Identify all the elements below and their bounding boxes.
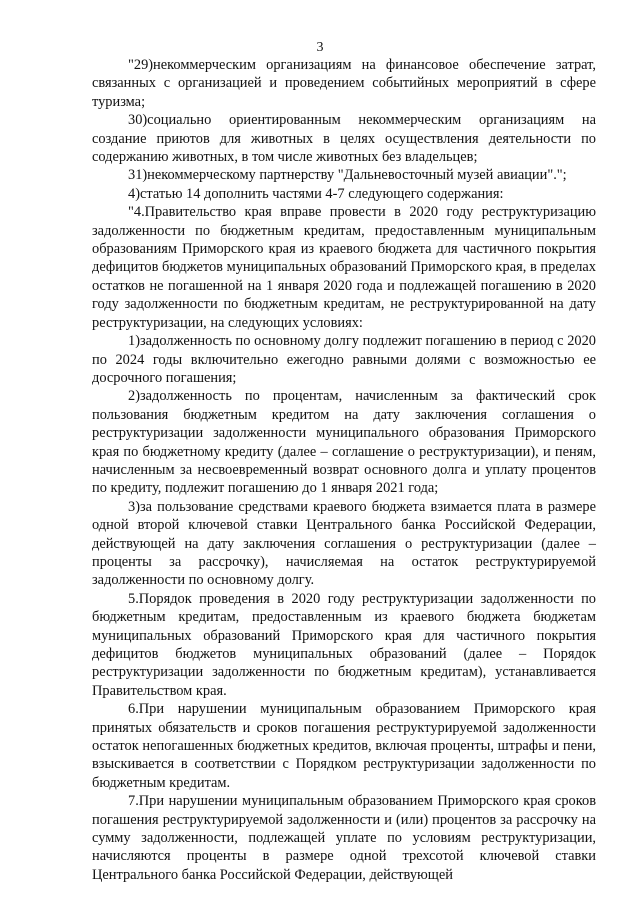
paragraph-condition-1: 1)задолженность по основному долгу подлежит погашению в период с 2020 по 2024 годы включительно ежегодно равными долями с возможностью ее досрочного погашения; bbox=[92, 333, 596, 386]
paragraph-part-5: 5.Порядок проведения в 2020 году реструктуризации задолженности по бюджетным кредитам, предоставленным из краевого бюджета бюджетам муниципальных образований Приморского края для частичного покрытия дефицитов бюджетов муниципальных образований (далее – Порядок реструктуризации задолженности по бюджетным кредитам), устанавливается Правительством края. bbox=[92, 590, 596, 699]
paragraph-condition-3: 3)за пользование средствами краевого бюджета взимается плата в размере одной второй ключевой ставки Центрального банка Российской Федерации, действующей на дату заключения соглашения о реструктуризации (далее – проценты за рассрочку), начисляемая на остаток реструктурируемой задолженности по основному долгу. bbox=[92, 498, 596, 589]
page-number: 3 bbox=[316, 40, 324, 55]
paragraph-condition-2: 2)задолженность по процентам, начисленным за фактический срок пользования бюджетным кредитом на дату заключения соглашения о реструктуризации задолженности муниципального образования Приморского края по бюджетному кредиту (далее – соглашение о реструктуризации), и пеням, начисленным за несвоевременный возврат основного долга и уплату процентов по кредиту, подлежит погашению до 1 января 2021 года; bbox=[92, 388, 596, 497]
paragraph-amendment-article-14: 4)статью 14 дополнить частями 4-7 следующего содержания: bbox=[128, 185, 504, 202]
paragraph-item-29: "29)некоммерческим организациям на финансовое обеспечение затрат, связанных с организацией и проведением событийных мероприятий в сфере туризма; bbox=[92, 57, 596, 110]
paragraph-part-6: 6.При нарушении муниципальным образованием Приморского края принятых обязательств и сроков погашения реструктурируемой задолженности остаток непогашенных бюджетных кредитов, включая проценты, штрафы и пени, взыскивается в соответствии с Порядком реструктуризации задолженности по бюджетным кредитам. bbox=[92, 701, 596, 791]
document-body bbox=[92, 56, 596, 884]
paragraph-part-7: 7.При нарушении муниципальным образованием Приморского края сроков погашения реструктурируемой задолженности и (или) процентов за рассрочку на сумму задолженности, подлежащей уплате по условиям реструктуризации, начисляются проценты в размере одной трехсотой ключевой ставки Центрального банка Российской Федерации, действующей bbox=[92, 793, 596, 883]
paragraph-item-31: 31)некоммерческому партнерству "Дальневосточный музей авиации"."; bbox=[128, 167, 567, 184]
paragraph-item-30: 30)социально ориентированным некоммерческим организациям на создание приютов для животных в целях осуществления деятельности по содержанию животных, в том числе животных без владельцев; bbox=[92, 112, 596, 166]
paragraph-part-4: "4.Правительство края вправе провести в 2020 году реструктуризацию задолженности по бюджетным кредитам, предоставленным муниципальным образованиям Приморского края из краевого бюджета для частичного покрытия дефицитов бюджетов муниципальных образований Приморского края, в пределах остатков не погашенной на 1 января 2020 года и подлежащей погашению в 2020 году задолженности по бюджетным кредитам, не реструктурированной на дату реструктуризации, на следующих условиях: bbox=[92, 204, 596, 331]
